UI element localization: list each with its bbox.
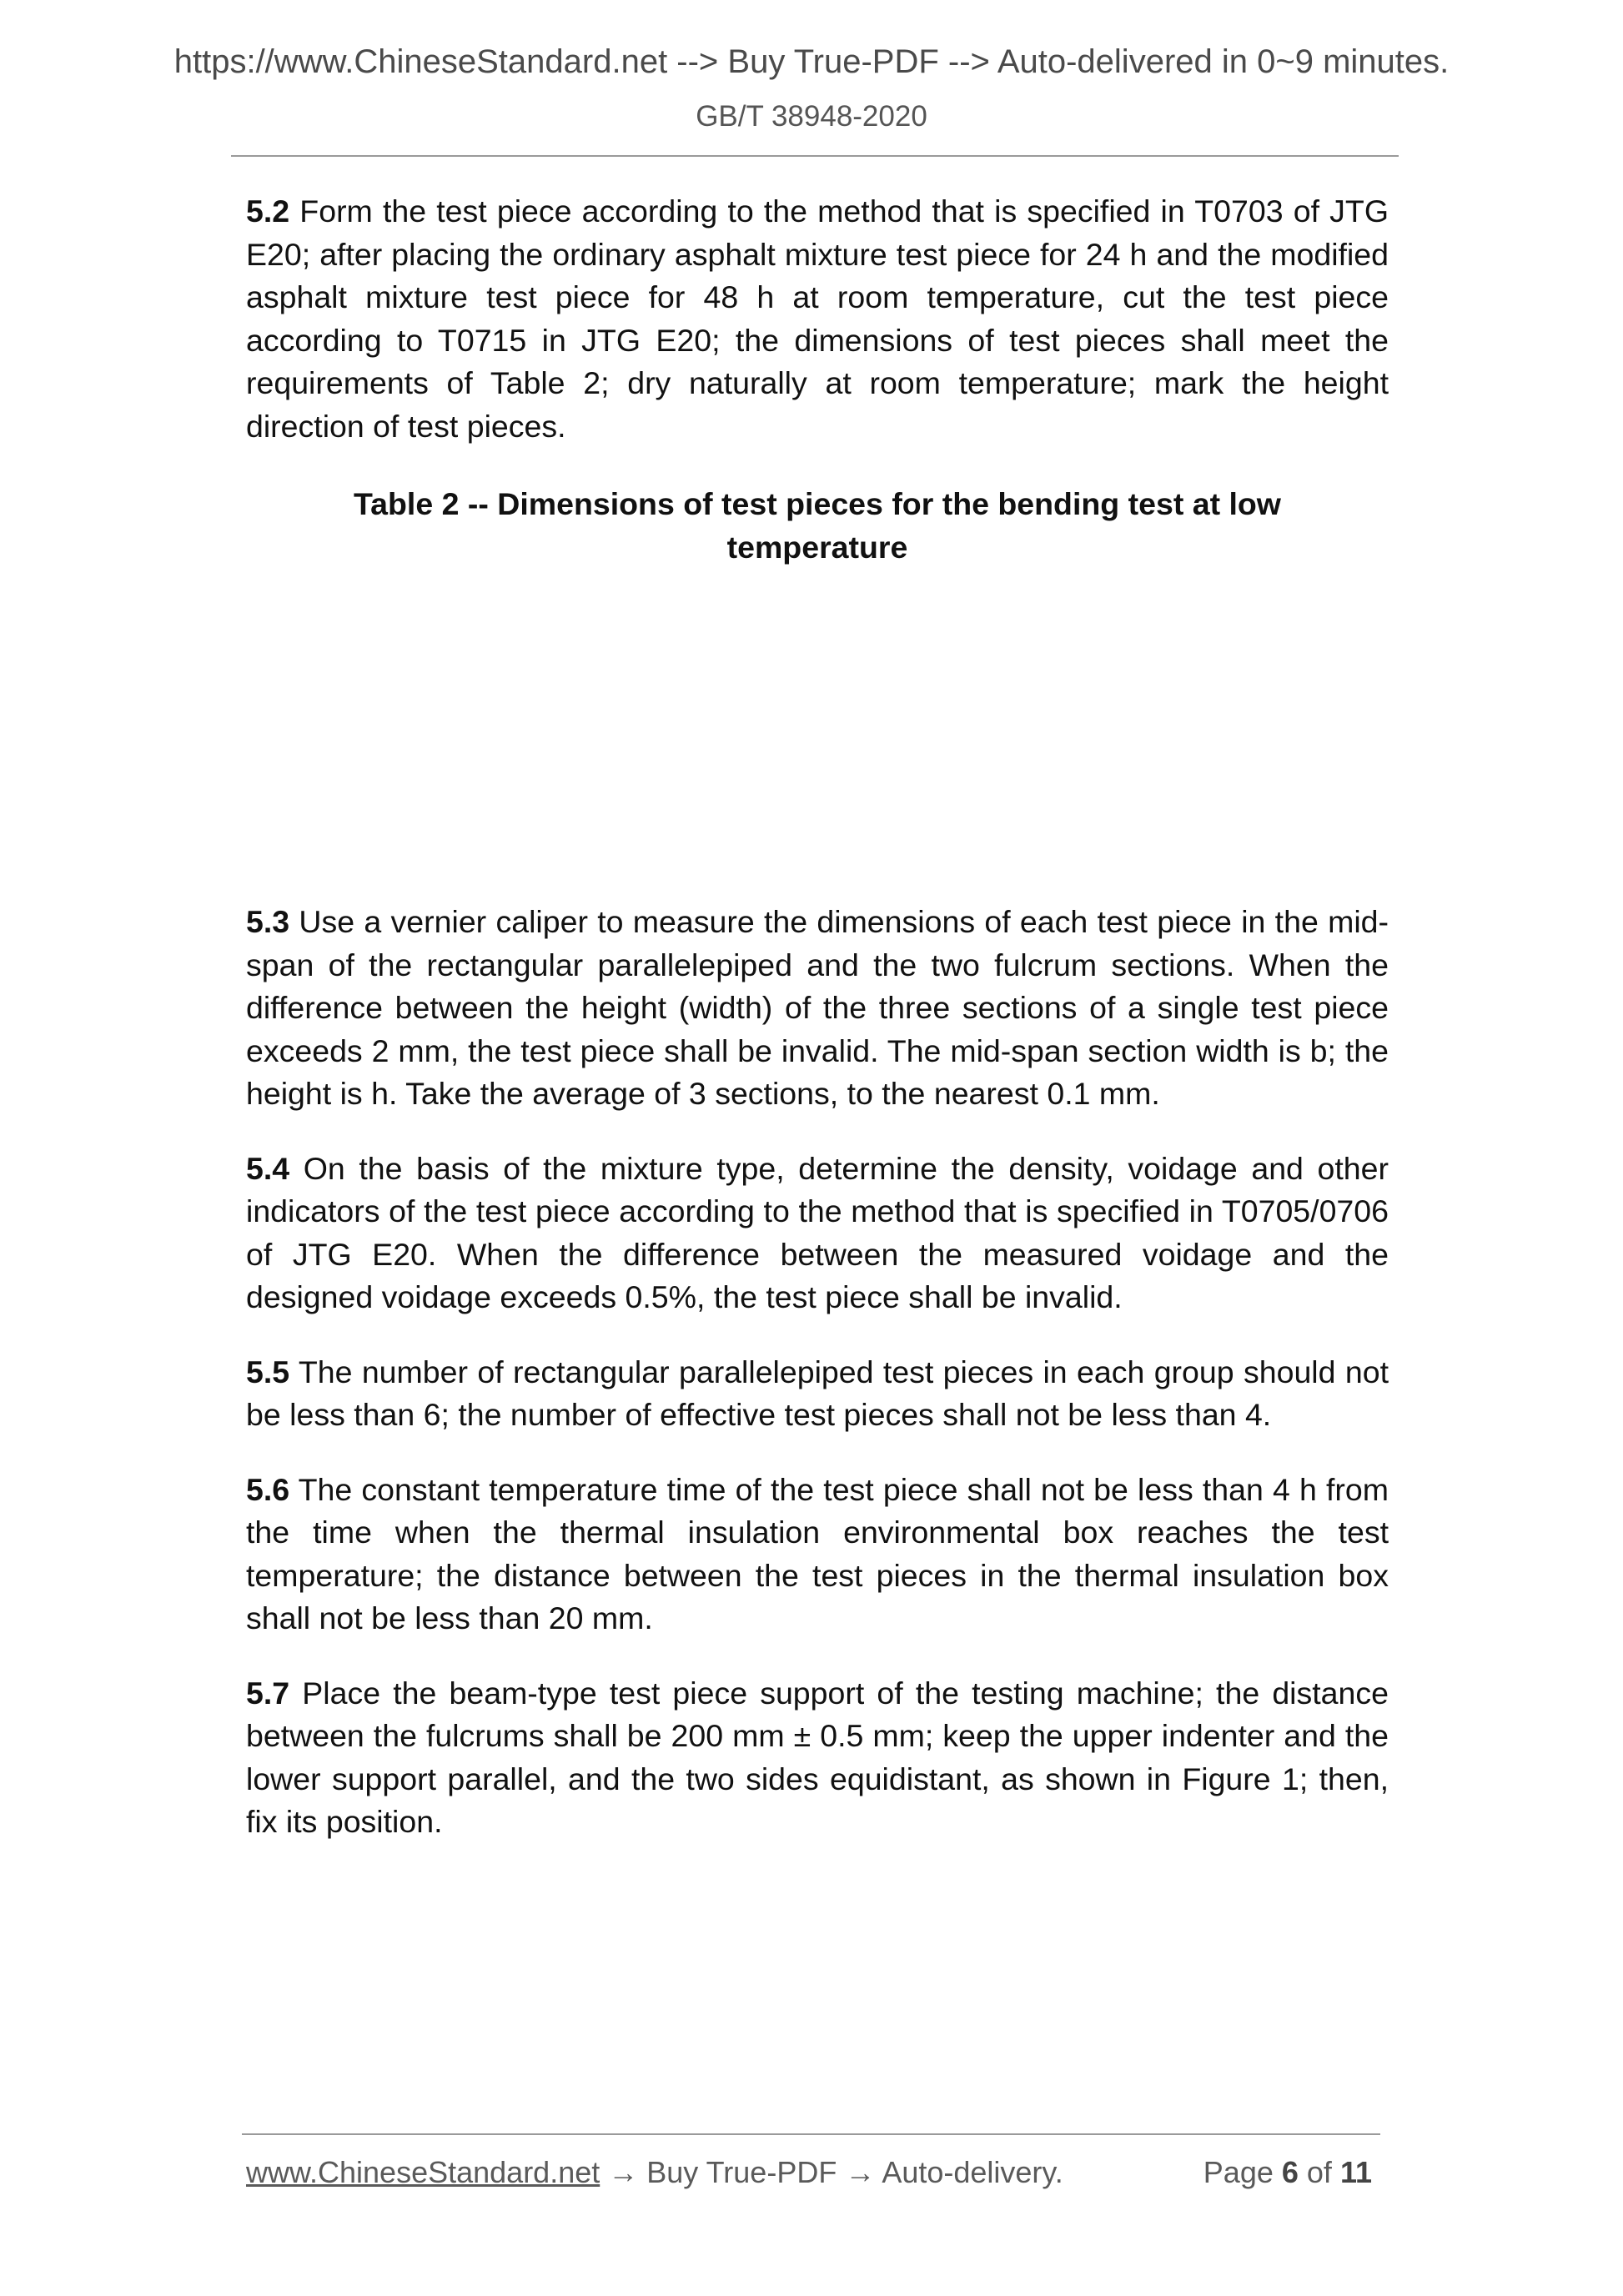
- header-banner: https://www.ChineseStandard.net --> Buy True-PDF --> Auto-delivered in 0~9 minutes.: [173, 43, 1450, 80]
- page-label: Page: [1203, 2155, 1282, 2189]
- section-text: Use a vernier caliper to measure the dimensions of each test piece in the mid-span of the rectangular parallelepiped and the two fulcrum sections. When the difference between the height (width) of the three sections of a single test piece exceeds 2 mm, the test piece shall be invalid. The mid-span section width is b; the height is h. Take the average of 3 sections, to the nearest 0.1 mm.: [246, 904, 1389, 1111]
- footer-divider: [242, 2133, 1380, 2135]
- document-body: [246, 190, 1389, 1876]
- section-number: 5.7: [246, 1675, 290, 1711]
- footer-left: [246, 2155, 1063, 2190]
- table-2-placeholder: [246, 569, 1389, 901]
- section-5-5: [246, 1351, 1389, 1437]
- website-link[interactable]: www.ChineseStandard.net: [246, 2155, 600, 2189]
- footer-delivery-text: → Buy True-PDF → Auto-delivery.: [600, 2155, 1063, 2189]
- section-number: 5.2: [246, 193, 290, 229]
- section-text: Place the beam-type test piece support of the testing machine; the distance between the fulcrums shall be 200 mm ± 0.5 mm; keep the upper indenter and the lower support parallel, and the two sides equidistant, as shown in Figure 1; then, fix its position.: [246, 1675, 1389, 1839]
- page-current: 6: [1281, 2155, 1299, 2189]
- section-text: On the basis of the mixture type, determine the density, voidage and other indicators of the test piece according to the method that is specified in T0705/0706 of JTG E20. When the difference between the measured voidage and the designed voidage exceeds 0.5%, the test piece shall be invalid.: [246, 1150, 1389, 1314]
- page-total: 11: [1339, 2155, 1372, 2189]
- page-indicator: [1203, 2155, 1372, 2190]
- table-caption-line-1: Table 2 -- Dimensions of test pieces for the bending test at low: [354, 486, 1281, 521]
- page-of: of: [1298, 2155, 1340, 2189]
- document-code: GB/T 38948-2020: [696, 100, 927, 133]
- section-text: The number of rectangular parallelepiped test pieces in each group should not be less than 6; the number of effective test pieces shall not be less than 4.: [246, 1354, 1389, 1432]
- section-number: 5.6: [246, 1471, 290, 1507]
- section-text: Form the test piece according to the method that is specified in T0703 of JTG E20; after placing the ordinary asphalt mixture test piece for 24 h and the modified asphalt mixture test piece for 48 h at room temperature, cut the test piece according to T0715 in JTG E20; the dimensions of test pieces shall meet the requirements of Table 2; dry naturally at room temperature; mark the height direction of test pieces.: [246, 193, 1389, 444]
- section-number: 5.5: [246, 1354, 290, 1389]
- section-number: 5.4: [246, 1150, 290, 1186]
- header-divider: [231, 155, 1399, 157]
- table-caption-line-2: temperature: [726, 529, 908, 565]
- section-number: 5.3: [246, 904, 290, 939]
- section-5-4: [246, 1148, 1389, 1319]
- section-5-6: [246, 1469, 1389, 1640]
- section-5-7: [246, 1672, 1389, 1844]
- table-caption: [246, 483, 1389, 569]
- section-5-3: [246, 901, 1389, 1116]
- section-5-2: [246, 190, 1389, 448]
- section-text: The constant temperature time of the test piece shall not be less than 4 h from the time when the thermal insulation environmental box reaches the test temperature; the distance between the test pieces in the thermal insulation box shall not be less than 20 mm.: [246, 1471, 1389, 1635]
